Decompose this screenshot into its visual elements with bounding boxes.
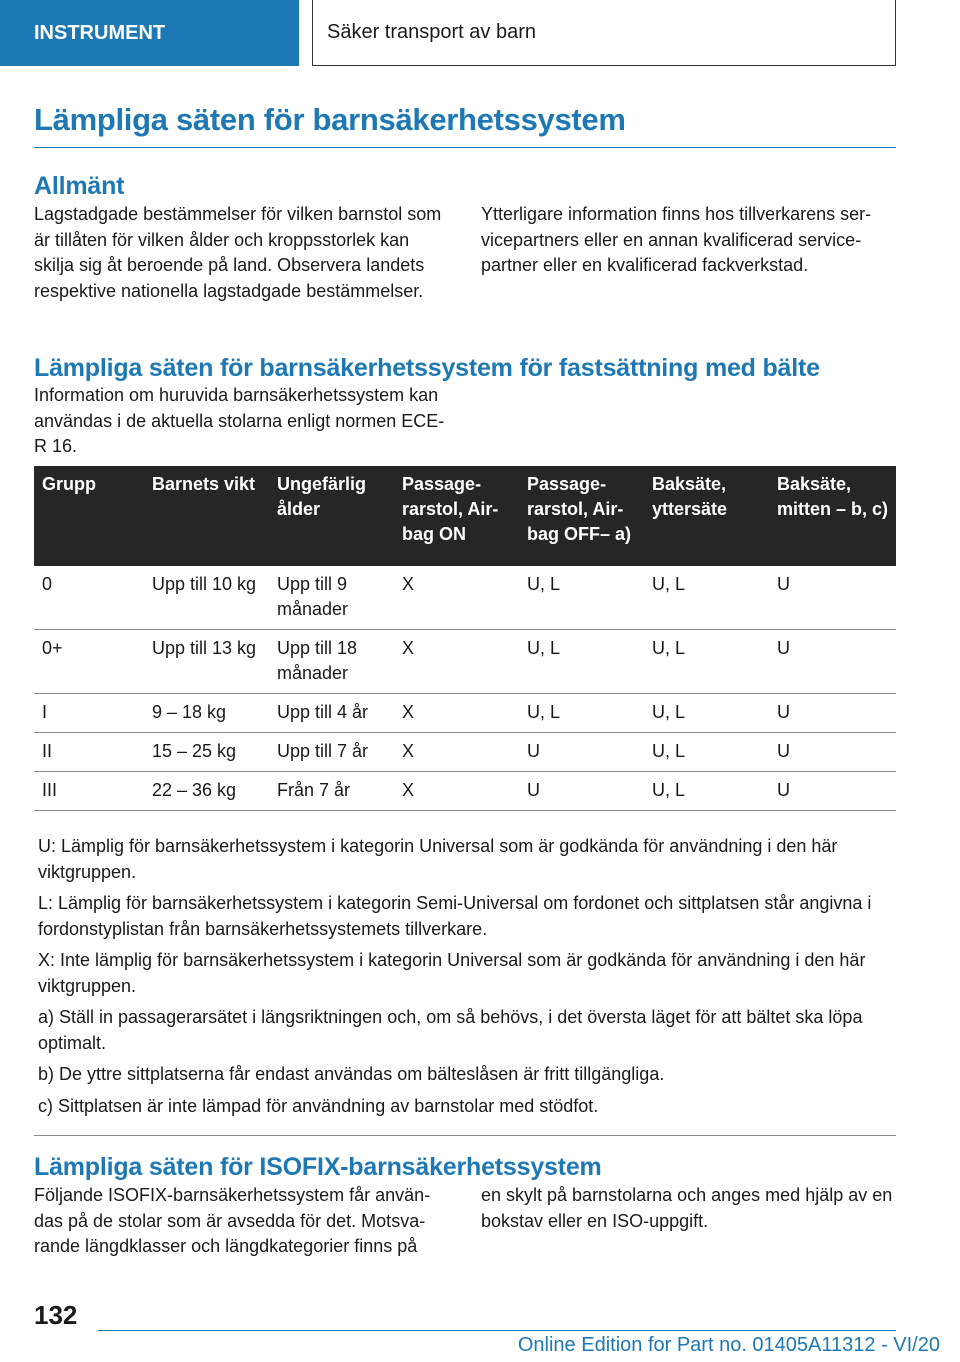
table-cell: U	[769, 566, 896, 630]
table-cell: U	[519, 733, 644, 772]
chapter-label: Säker transport av barn	[327, 21, 536, 43]
table-cell: U, L	[644, 733, 769, 772]
table-cell: U	[769, 630, 896, 694]
belt-heading: Lämpliga säten för barnsäkerhetssystem för fastsättning med bälte	[34, 354, 820, 382]
note-c: c) Sittplatsen är inte lämpad för användning av barnstolar med stödfot.	[38, 1095, 599, 1116]
table-cell: Upp till 18 månader	[269, 630, 394, 694]
table-cell: 22 – 36 kg	[144, 772, 269, 811]
table-cell: 0	[34, 566, 144, 630]
table-cell: X	[394, 630, 519, 694]
table-cell: X	[394, 733, 519, 772]
table-cell: III	[34, 772, 144, 811]
col-header-airbag-off: Passagerarstol, Airbag OFF– a)	[519, 466, 644, 566]
isofix-paragraph-right: en skylt på barnstolarna och anges med hjälp av en bokstav eller en ISO-uppgift.	[481, 1185, 893, 1231]
table-cell: U, L	[644, 630, 769, 694]
col-header-rear-outer: Baksäte, yttersäte	[644, 466, 769, 566]
belt-intro: Information om huruvida barnsäkerhetssystem kan användas i de aktuella stolarna enligt normen ECE-R 16.	[34, 385, 445, 456]
col-header-weight: Barnets vikt	[144, 466, 269, 566]
table-cell: U	[769, 694, 896, 733]
table-cell: 15 – 25 kg	[144, 733, 269, 772]
table-cell: U	[769, 772, 896, 811]
table-cell: X	[394, 566, 519, 630]
footer-divider	[98, 1330, 896, 1331]
note-a: a) Ställ in passagerarsätet i längsriktningen och, om så behövs, i det översta läget för att bältet ska löpa optimalt.	[38, 1007, 863, 1053]
note-b: b) De yttre sittplatserna får endast användas om bälteslåsen är fritt tillgängliga.	[38, 1064, 665, 1084]
table-cell: X	[394, 694, 519, 733]
col-header-rear-middle: Baksäte, mitten – b, c)	[769, 466, 896, 566]
table-cell: U, L	[644, 566, 769, 630]
edition-footer: Online Edition for Part no. 01405A11312 - VI/20	[517, 1334, 940, 1356]
table-cell: U, L	[644, 694, 769, 733]
note-u: U: Lämplig för barnsäkerhetssystem i kategorin Universal som är godkända för användning i den här viktgruppen.	[38, 836, 838, 882]
section-tab	[0, 0, 299, 66]
col-header-age: Ungefärlig ålder	[269, 466, 394, 566]
table-cell: U, L	[519, 630, 644, 694]
table-row	[34, 566, 896, 630]
table-cell: Upp till 13 kg	[144, 630, 269, 694]
table-row	[34, 694, 896, 733]
note-x: X: Inte lämplig för barnsäkerhetssystem i kategorin Universal som är godkända för användning i den här viktgruppen.	[38, 950, 866, 996]
note-l: L: Lämplig för barnsäkerhetssystem i kategorin Semi-Universal om fordonet och sittplatsen står angivna i fordonstyplistan från barnsäkerhetssystemets tillverkare.	[38, 893, 872, 939]
table-cell: 0+	[34, 630, 144, 694]
table-cell: Från 7 år	[269, 772, 394, 811]
general-heading: Allmänt	[34, 172, 125, 200]
general-paragraph-right: Ytterligare information finns hos tillverkarens servicepartners eller en annan kvalificerad servicepartner eller en kvalificerad fackverkstad.	[481, 204, 872, 275]
isofix-heading: Lämpliga säten för ISOFIX-barnsäkerhetssystem	[34, 1153, 602, 1181]
table-cell: U, L	[519, 566, 644, 630]
section-label: INSTRUMENT	[34, 21, 166, 44]
isofix-paragraph-left: Följande ISOFIX-barnsäkerhetssystem får användas på de stolar som är avsedda för det. Motsvarande längdklasser och längdkategorier finns på	[34, 1185, 431, 1256]
table-cell: U	[519, 772, 644, 811]
table-cell: Upp till 9 månader	[269, 566, 394, 630]
child-seat-table	[34, 466, 896, 811]
table-cell: U, L	[644, 772, 769, 811]
table-cell: Upp till 4 år	[269, 694, 394, 733]
table-header-row	[34, 466, 896, 566]
general-paragraph-left: Lagstadgade bestämmelser för vilken barnstol som är tillåten för vilken ålder och kroppsstorlek kan skilja sig åt beroende på land. Observera landets respektive nationella lagstadgade bestämmelser.	[34, 204, 442, 301]
table-row	[34, 733, 896, 772]
table-cell: U	[769, 733, 896, 772]
chapter-tab	[312, 0, 896, 66]
table-row	[34, 630, 896, 694]
table-cell: 9 – 18 kg	[144, 694, 269, 733]
table-cell: Upp till 10 kg	[144, 566, 269, 630]
table-cell: II	[34, 733, 144, 772]
table-cell: Upp till 7 år	[269, 733, 394, 772]
col-header-airbag-on: Passagerarstol, Airbag ON	[394, 466, 519, 566]
page-title: Lämpliga säten för barnsäkerhetssystem	[34, 102, 896, 148]
table-row	[34, 772, 896, 811]
table-cell: I	[34, 694, 144, 733]
page-number: 132	[34, 1300, 78, 1330]
table-cell: X	[394, 772, 519, 811]
table-cell: U, L	[519, 694, 644, 733]
table-notes	[34, 834, 896, 1136]
col-header-group: Grupp	[34, 466, 144, 566]
